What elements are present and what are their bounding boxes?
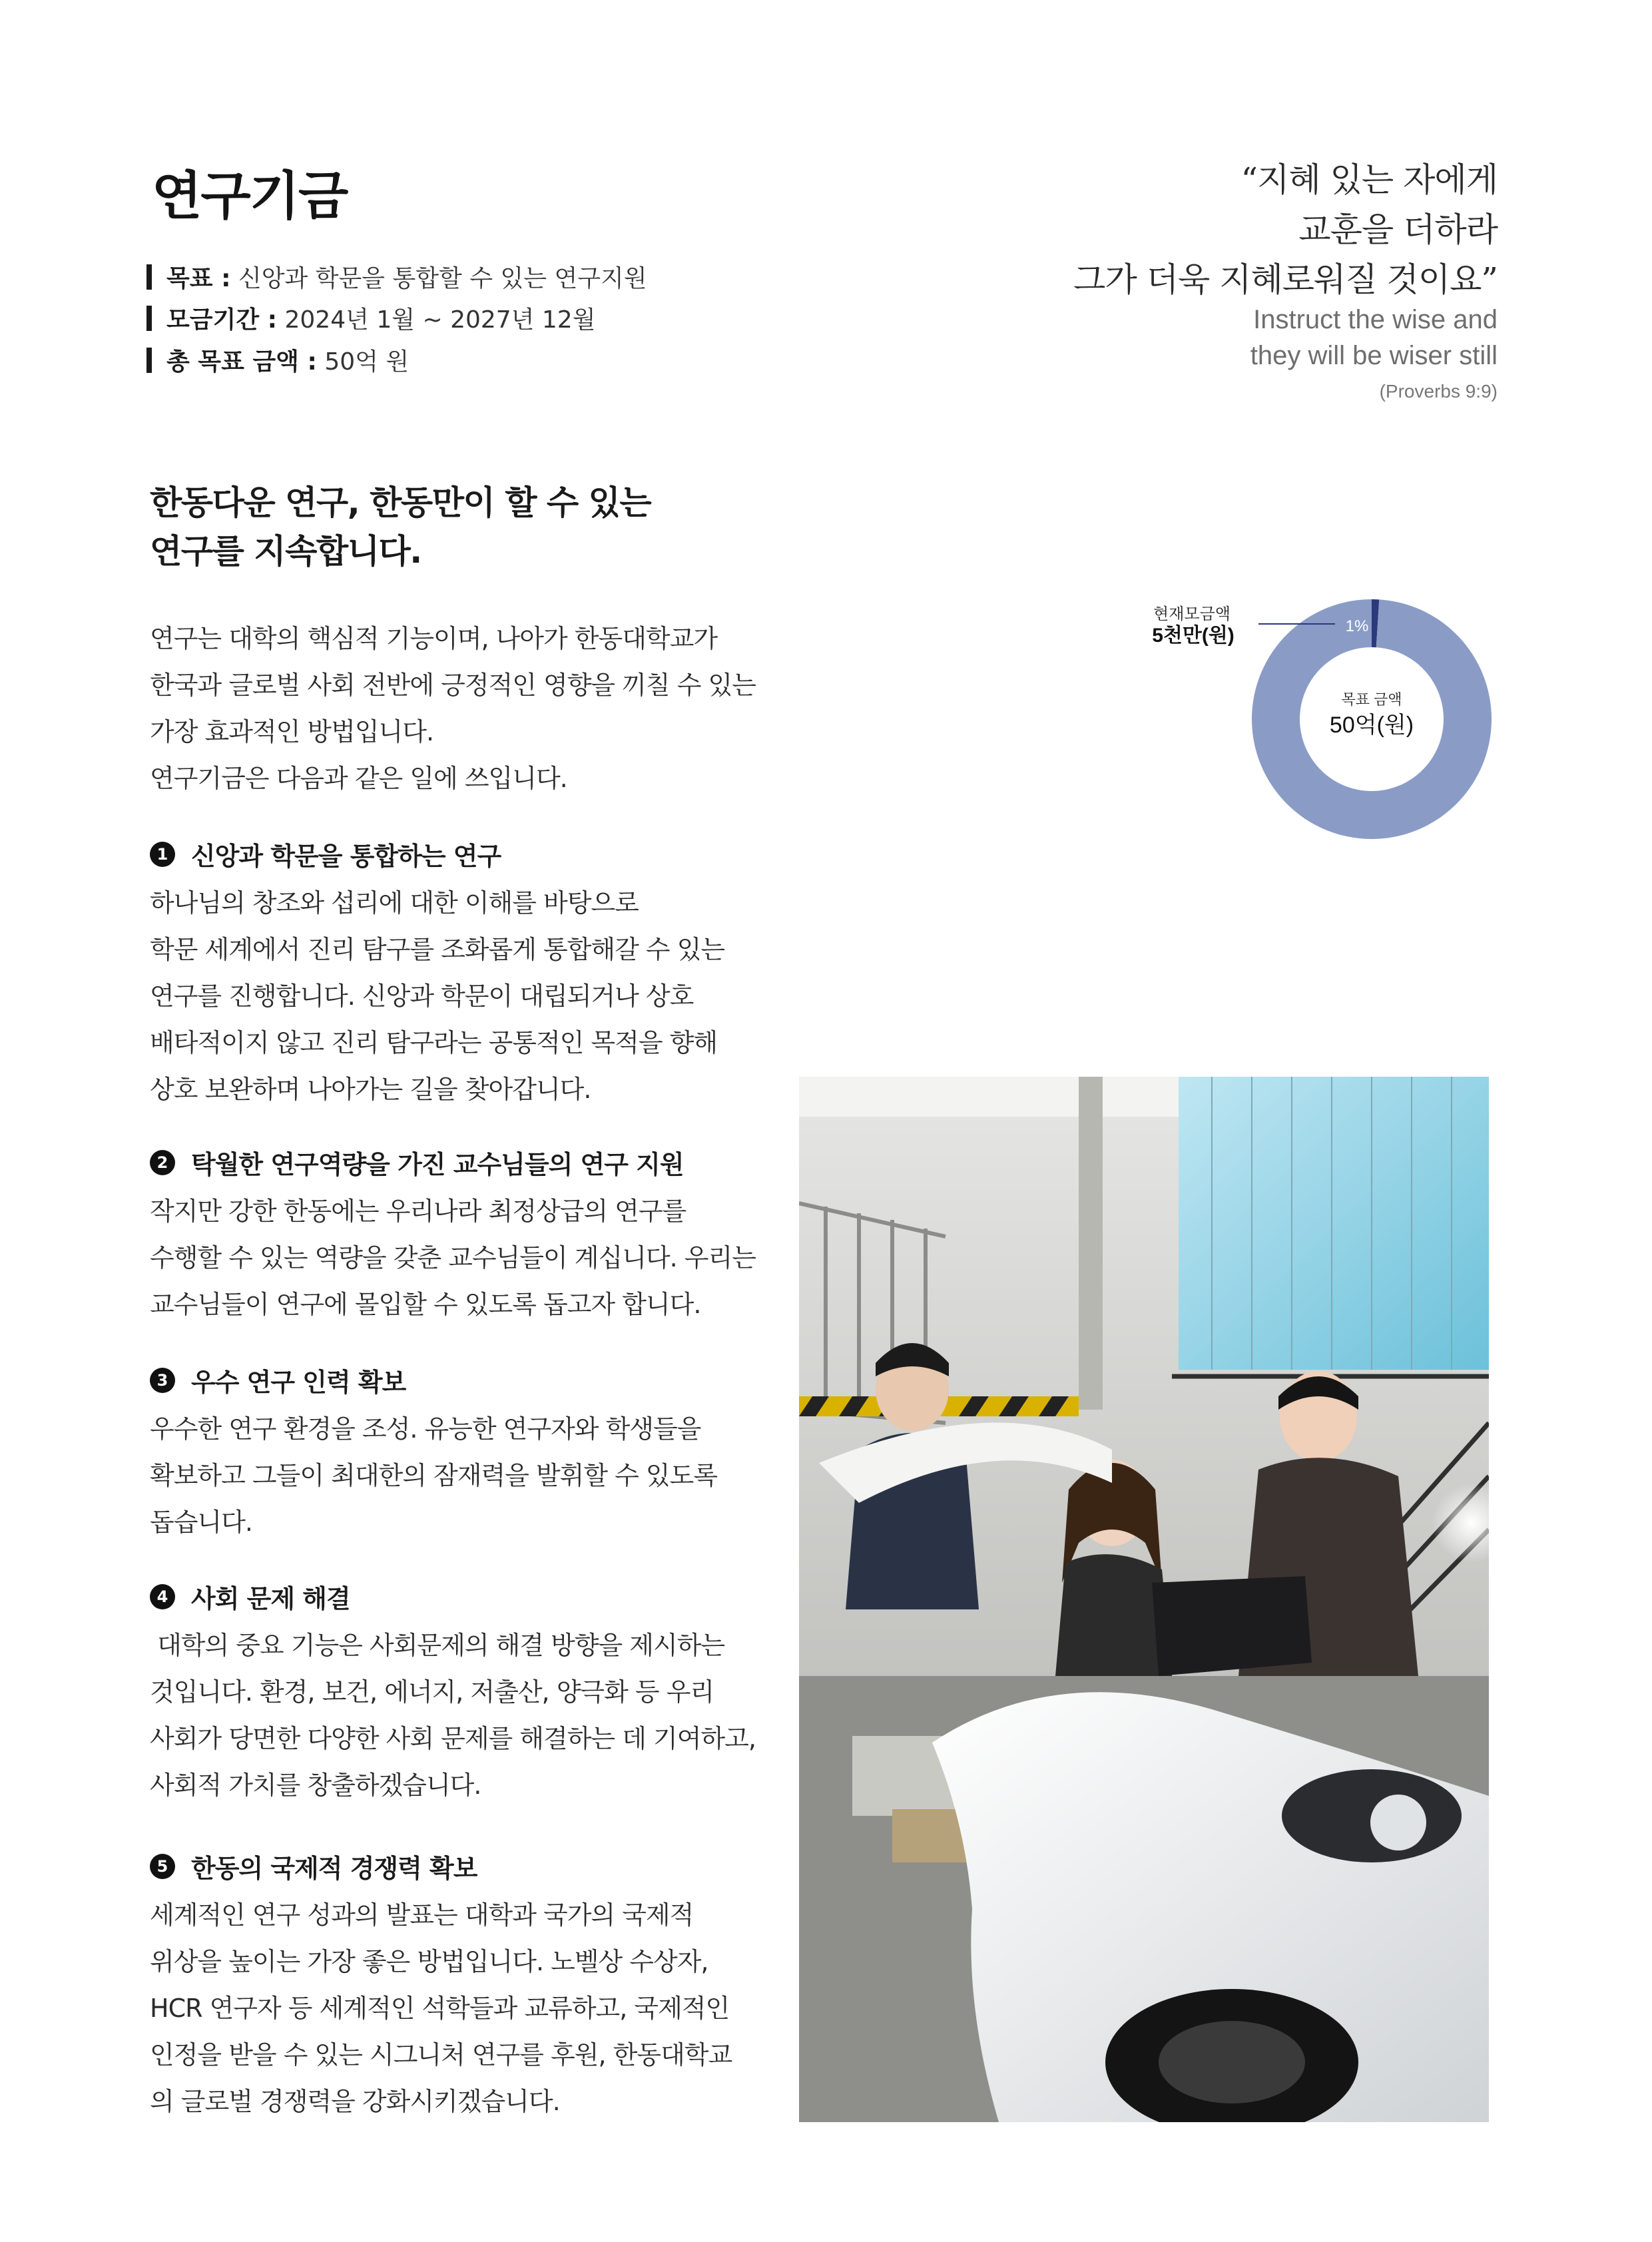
goal-value: 신앙과 학문을 통합할 수 있는 연구지원 (238, 265, 647, 292)
number-badge: 3 (150, 1368, 175, 1393)
bullet-bar (146, 348, 152, 373)
section-2-line: 수행할 수 있는 역량을 갖춘 교수님들이 계십니다. 우리는 (150, 1243, 756, 1272)
bullet-bar (146, 306, 152, 331)
number-badge: 2 (150, 1150, 175, 1175)
section-3-line: 우수한 연구 환경을 조성. 유능한 연구자와 학생들을 (150, 1414, 701, 1444)
current-percent-label: 1% (1345, 617, 1369, 635)
period-value: 2024년 1월 ~ 2027년 12월 (284, 306, 596, 334)
total-value: 50억 원 (324, 348, 410, 376)
section-5-title (150, 1848, 477, 1884)
section-title: 한동의 국제적 경쟁력 확보 (191, 1854, 477, 1883)
number-badge: 4 (150, 1584, 175, 1609)
quote-reference: (Proverbs 9:9) (1379, 381, 1498, 402)
intro-line: 연구기금은 다음과 같은 일에 쓰입니다. (150, 764, 567, 793)
section-3-line: 돕습니다. (150, 1508, 252, 1537)
section-title: 신앙과 학문을 통합하는 연구 (191, 842, 501, 871)
section-3-line: 확보하고 그들이 최대한의 잠재력을 발휘할 수 있도록 (150, 1461, 718, 1490)
target-amount-value: 50억(원) (1329, 712, 1414, 738)
target-amount-label: 목표 금액 (1341, 691, 1402, 708)
intro-line: 가장 효과적인 방법입니다. (150, 717, 434, 746)
number-badge: 1 (150, 842, 175, 867)
section-title: 우수 연구 인력 확보 (191, 1368, 406, 1397)
section-4-line: 것입니다. 환경, 보건, 에너지, 저출산, 양극화 등 우리 (150, 1677, 714, 1707)
section-title: 사회 문제 해결 (191, 1584, 350, 1613)
quote-en-line-1: Instruct the wise and (1253, 305, 1498, 334)
section-1-line: 하나님의 창조와 섭리에 대한 이해를 바탕으로 (150, 888, 639, 918)
section-5-line: 세계적인 연구 성과의 발표는 대학과 국가의 국제적 (150, 1900, 694, 1930)
section-1-line: 상호 보완하며 나아가는 길을 찾아갑니다. (150, 1075, 591, 1104)
section-3-title (150, 1362, 406, 1398)
quote-ko-line-3: 그가 더욱 지혜로워질 것이요” (1073, 260, 1498, 299)
section-4-line: 사회적 가치를 창출하겠습니다. (150, 1771, 481, 1800)
meta-goal (146, 260, 647, 294)
section-2-line: 교수님들이 연구에 몰입할 수 있도록 돕고자 합니다. (150, 1290, 701, 1319)
section-2-line: 작지만 강한 한동에는 우리나라 최정상급의 연구를 (150, 1197, 687, 1226)
section-heading-line-2: 연구를 지속합니다. (150, 532, 421, 571)
intro-line: 연구는 대학의 핵심적 기능이며, 나아가 한동대학교가 (150, 624, 718, 653)
current-amount-label: 현재모금액 (1153, 605, 1231, 623)
section-1-title (150, 836, 501, 872)
meta-total (146, 343, 409, 377)
quote-ko-line-2: 교훈을 더하라 (1298, 210, 1498, 249)
quote-en-line-2: they will be wiser still (1250, 341, 1498, 370)
research-lab-photo (799, 1077, 1489, 2122)
period-label: 모금기간 : (166, 306, 278, 334)
section-5-line: 위상을 높이는 가장 좋은 방법입니다. 노벨상 수상자, (150, 1947, 708, 1976)
section-5-line: HCR 연구자 등 세계적인 석학들과 교류하고, 국제적인 (150, 1994, 730, 2023)
current-amount-value: 5천만(원) (1152, 625, 1235, 647)
section-heading-line-1: 한동다운 연구, 한동만이 할 수 있는 (150, 483, 651, 522)
section-5-line: 의 글로벌 경쟁력을 강화시키겠습니다. (150, 2087, 560, 2116)
section-4-title (150, 1578, 350, 1615)
section-title: 탁월한 연구역량을 가진 교수님들의 연구 지원 (191, 1150, 684, 1179)
section-1-line: 연구를 진행합니다. 신앙과 학문이 대립되거나 상호 (150, 981, 694, 1011)
intro-line: 한국과 글로벌 사회 전반에 긍정적인 영향을 끼칠 수 있는 (150, 671, 756, 700)
section-4-line: 사회가 당면한 다양한 사회 문제를 해결하는 데 기여하고, (150, 1724, 756, 1753)
page-title: 연구기금 (152, 166, 348, 226)
section-4-line: 대학의 중요 기능은 사회문제의 해결 방향을 제시하는 (150, 1631, 725, 1660)
number-badge: 5 (150, 1854, 175, 1879)
quote-ko-line-1: “지혜 있는 자에게 (1240, 160, 1498, 199)
section-1-line: 배타적이지 않고 진리 탐구라는 공통적인 목적을 향해 (150, 1028, 718, 1057)
meta-period (146, 301, 596, 335)
section-5-line: 인정을 받을 수 있는 시그니처 연구를 후원, 한동대학교 (150, 2040, 732, 2070)
section-2-title (150, 1144, 684, 1181)
section-1-line: 학문 세계에서 진리 탐구를 조화롭게 통합해갈 수 있는 (150, 935, 725, 964)
fundraising-donut-chart (1132, 586, 1505, 852)
bullet-bar (146, 264, 152, 290)
total-label: 총 목표 금액 : (166, 348, 317, 376)
goal-label: 목표 : (166, 265, 231, 292)
